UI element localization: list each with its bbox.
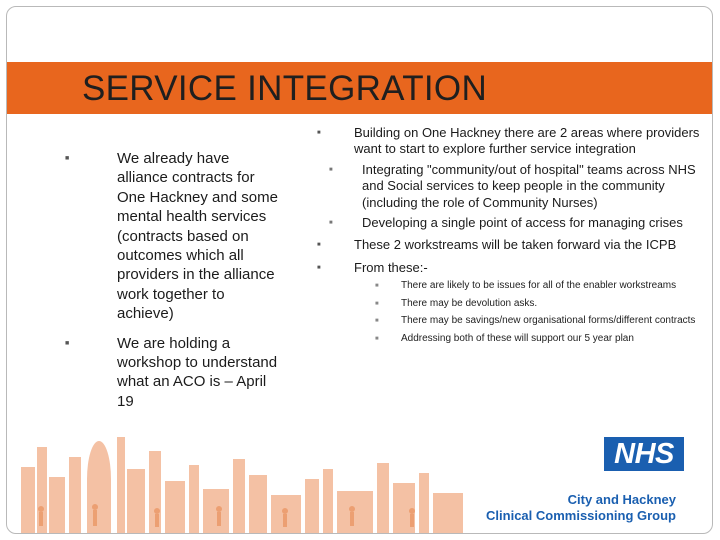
bullet-icon: ■ [317,130,321,136]
sub-bullet-icon: ■ [329,166,333,173]
slide-title: SERVICE INTEGRATION [82,69,488,108]
left-column [65,149,280,421]
right-bullet-2: ■ These 2 workstreams will be taken forward via the ICPB [317,237,677,253]
right-sub-bullet-1: ■ Integrating "community/out of hospital" teams across NHS and Social services to keep people in the community (including the role of Community Nurses) [329,161,696,210]
small-bullet-2: ■ There may be devolution asks. [375,297,538,309]
small-bullet-list [317,280,702,345]
right-column [317,125,702,351]
ccg-name-line-2: Clinical Commissioning Group [486,508,676,523]
nhs-logo: NHS [604,437,684,471]
small-bullet-icon: ■ [375,318,379,325]
bullet-icon: ■ [317,242,321,249]
small-bullet-icon: ■ [375,300,379,307]
small-bullet-1: ■ There are likely to be issues for all of the enabler workstreams [375,280,677,292]
left-bullet-1: ■ We already have alliance contracts for One Hackney and some mental health services (contracts based on outcomes which all providers in the alliance work together to achieve) [65,150,278,323]
bullet-icon: ■ [65,339,70,347]
small-bullet-3: ■ There may be savings/new organisational forms/different contracts [375,315,696,327]
right-bullet-1: ■ Building on One Hackney there are 2 areas where providers want to start to explore further service integration ■ Integrating "community/out of hospital" teams across NHS and Social services to keep people in the community (including the role of Community Nurses) ■ Developing a single point of access for managing crises [317,125,702,231]
city-skyline-graphic [7,407,477,534]
small-bullet-icon: ■ [375,283,379,290]
slide [6,6,713,534]
bullet-icon: ■ [65,155,70,162]
small-bullet-4: ■ Addressing both of these will support our 5 year plan [375,332,634,344]
sub-bullet-icon: ■ [329,220,333,227]
small-bullet-icon: ■ [375,335,379,342]
right-bullet-3: ■ From these:- ■ There are likely to be issues for all of the enabler workstreams ■ There may be devolution asks. ■ There may be savings/new organisational forms/different contracts ■ Addressing both of these will support our 5 year plan [317,260,702,345]
right-sub-bullet-2: ■ Developing a single point of access for managing crises [329,215,683,231]
ccg-name-line-1: City and Hackney [567,492,676,507]
left-bullet-2: ■ We are holding a workshop to understand what an ACO is – April 19 [65,334,278,410]
bullet-icon: ■ [317,264,321,271]
